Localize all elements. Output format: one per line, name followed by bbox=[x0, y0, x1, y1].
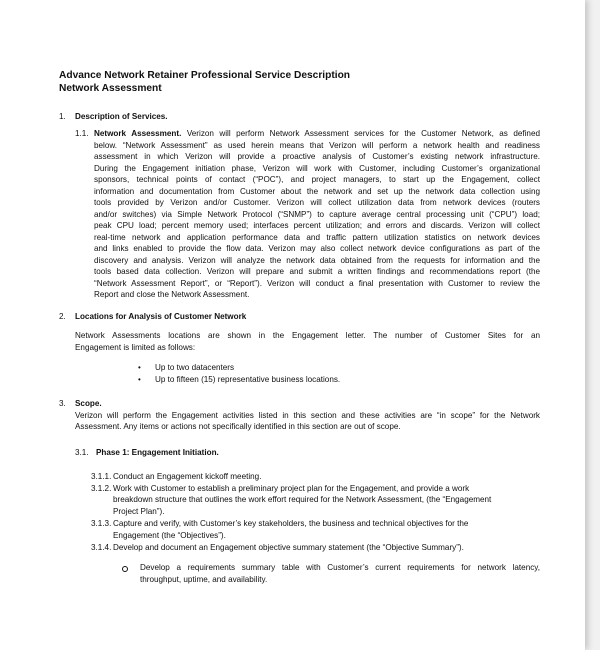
item-3-1-1-text: Conduct an Engagement kickoff meeting. bbox=[113, 472, 262, 481]
subsection-1-1-line-8: peak CPU load; percent memory used; interfaces percent utilization; and errors and discards. Verizon will collect bbox=[94, 221, 540, 230]
subsection-1-1-line-3: During the Engagement initiation phase, Verizon will work with Customer, including Customer’s organizational bbox=[94, 163, 540, 173]
subsection-1-1-line-6: tools provided by Verizon and/or Customer. Verizon will collect utilization data from network devices (routers bbox=[94, 198, 540, 207]
section-2-paragraph-line-2: Engagement is limited as follows: bbox=[75, 342, 196, 352]
bullet-icon: • bbox=[138, 363, 141, 372]
item-3-1-2-line-3: Project Plan”). bbox=[113, 506, 165, 516]
section-2-paragraph-line-1: Network Assessments locations are shown in the Engagement letter. The number of Customer Sites for an bbox=[75, 331, 540, 340]
subsection-1-1-line-14: Report and close the Network Assessment. bbox=[94, 290, 250, 299]
phase-1-heading: Phase 1: Engagement Initiation. bbox=[96, 448, 219, 457]
sub-bullet-line-1: Develop a requirements summary table with Customer’s current requirements for network latency, bbox=[140, 563, 540, 572]
document-title: Advance Network Retainer Professional Service Description bbox=[59, 70, 351, 81]
subsection-1-1-line-7: and/or switches) via Simple Network Protocol (“SNMP”) to capture average central processing unit (“CPU”) load; bbox=[94, 209, 540, 219]
circle-bullet-icon bbox=[122, 566, 128, 572]
section-3-paragraph-line-1: Verizon will perform the Engagement activities listed in this section and these activities are “in scope” for the Network bbox=[75, 410, 540, 420]
section-3-number: 3. bbox=[59, 399, 66, 408]
subsection-1-1-line-2: assessment in which Verizon will provide a proactive analysis of Customer’s existing network infrastructure. bbox=[94, 152, 540, 161]
subsection-1-1-line-1: below. “Network Assessment” as used herein means that Verizon will perform a network health and readiness bbox=[94, 140, 540, 150]
subsection-1-1-line-5: information and documentation from Customer about the network and set up the network data collection using bbox=[94, 186, 540, 196]
item-3-1-3-line-2: Engagement (the “Objectives”). bbox=[113, 530, 226, 540]
section-3-heading: Scope. bbox=[75, 399, 102, 408]
phase-1-number: 3.1. bbox=[75, 448, 89, 457]
document-subtitle: Network Assessment bbox=[59, 83, 162, 94]
item-3-1-3-line-1: Capture and verify, with Customer’s key stakeholders, the business and technical objectives for the bbox=[113, 519, 469, 528]
subsection-1-1-heading: Network Assessment. bbox=[94, 129, 182, 138]
item-3-1-4-number: 3.1.4. bbox=[91, 543, 112, 552]
item-3-1-1-number: 3.1.1. bbox=[91, 472, 112, 481]
item-3-1-4-text: Develop and document an Engagement objective summary statement (the “Objective Summary”). bbox=[113, 543, 464, 552]
section-3-paragraph-line-2: Assessment. Any items or actions not specifically identified in this section are out of scope. bbox=[75, 422, 401, 431]
subsection-1-1-number: 1.1. bbox=[75, 129, 89, 138]
section-1-heading: Description of Services. bbox=[75, 112, 168, 121]
section-2-bullet-1: Up to two datacenters bbox=[155, 363, 235, 372]
section-2-bullet-2: Up to fifteen (15) representative business locations. bbox=[155, 375, 341, 384]
item-3-1-3-number: 3.1.3. bbox=[91, 519, 112, 528]
section-2-number: 2. bbox=[59, 312, 66, 321]
subsection-1-1-line-11: discovery and analysis. Verizon will analyze the network data obtained from the requests for information and the bbox=[94, 255, 540, 265]
item-3-1-2-number: 3.1.2. bbox=[91, 483, 112, 493]
section-2-heading: Locations for Analysis of Customer Network bbox=[75, 312, 247, 321]
subsection-1-1-line-13: “Network Assessment Report”, or “Report”). Verizon will conduct a final presentation with Customer to review the bbox=[94, 278, 540, 288]
section-1-number: 1. bbox=[59, 112, 66, 121]
subsection-1-1-line-4: sponsors, technical points of contact (“POC”), and project managers, to start up the Engagement, collect bbox=[94, 175, 540, 184]
item-3-1-2-line-2: breakdown structure that outlines the work effort required for the Network Assessment, (the “Engagement bbox=[113, 495, 492, 504]
sub-bullet-line-2: throughput, uptime, and availability. bbox=[140, 574, 268, 584]
subsection-1-1-line-10: and links enabled to provide the flow data. Verizon may also collect network device configurations as part of the bbox=[94, 244, 540, 253]
subsection-1-1-line-0: Network Assessment. Verizon will perform Network Assessment services for the Customer Network, as defined bbox=[94, 129, 540, 138]
bullet-icon: • bbox=[138, 375, 141, 384]
subsection-1-1-line-12: tools based data collection. Verizon will prepare and submit a written findings and recommendations report (the bbox=[94, 267, 540, 276]
item-3-1-2-line-1: Work with Customer to establish a preliminary project plan for the Engagement, and provide a work bbox=[113, 483, 470, 493]
subsection-1-1-line-9: real-time network and application performance data and traffic pattern utilization statistics on network devices bbox=[94, 232, 540, 242]
